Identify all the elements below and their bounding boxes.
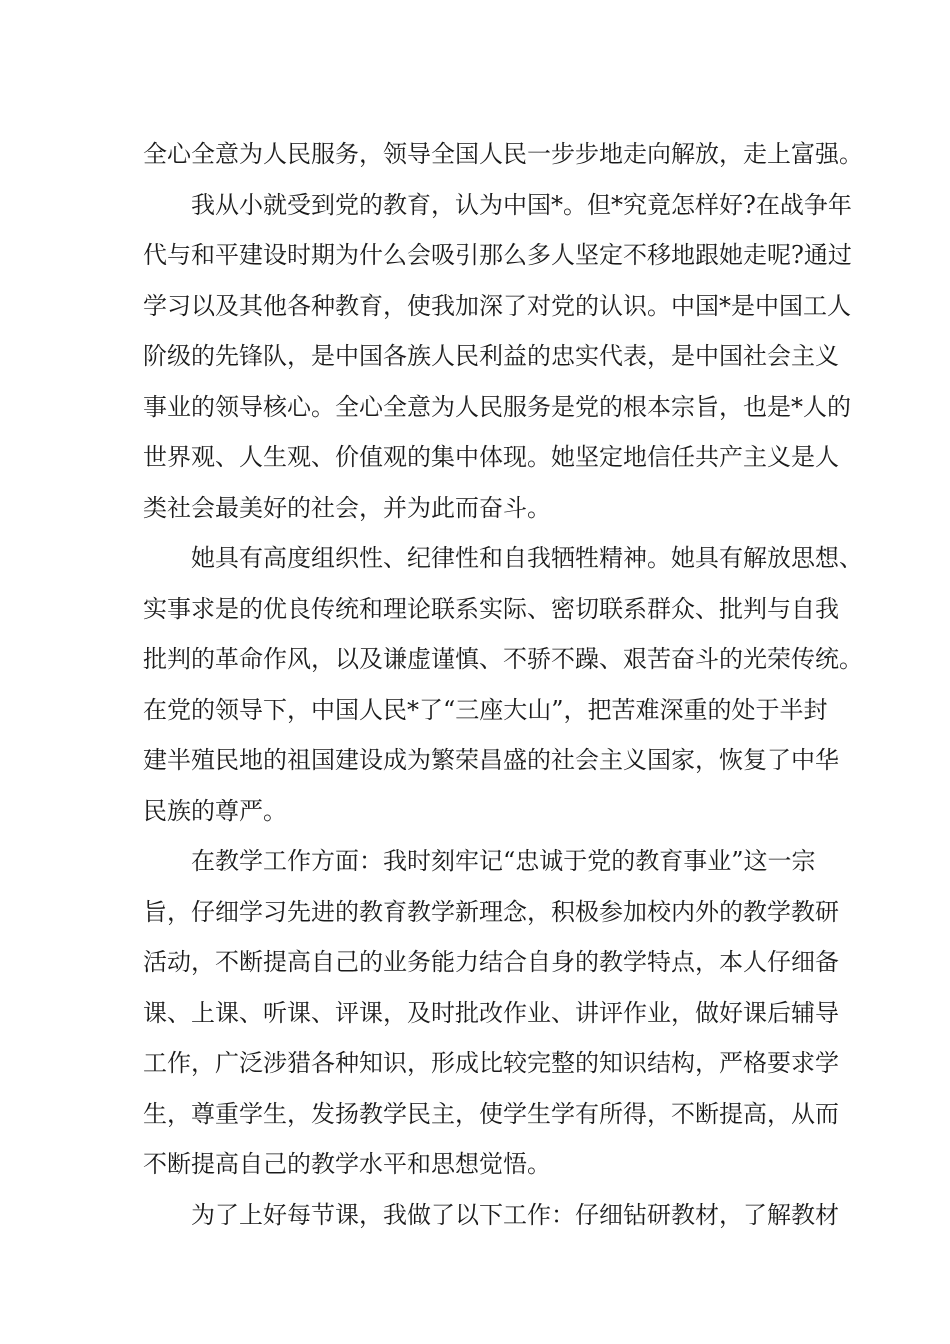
paragraph-last-line: 类社会最美好的社会，并为此而奋斗。 xyxy=(143,493,551,522)
paragraph-first-line: 她具有高度组织性、纪律性和自我牺牲精神。她具有解放思想、 xyxy=(191,544,863,572)
text-line: 建半殖民地的祖国建设成为繁荣昌盛的社会主义国家，恢复了中华 xyxy=(143,746,839,774)
body-text xyxy=(143,129,863,1240)
text-line: 在党的领导下，中国人民*了“三座大山”，把苦难深重的处于半封 xyxy=(143,695,828,724)
text-line: 批判的革命作风，以及谦虚谨慎、不骄不躁、艰苦奋斗的光荣传统。 xyxy=(143,645,863,673)
text-line: 学习以及其他各种教育，使我加深了对党的认识。中国*是中国工人 xyxy=(143,291,851,320)
paragraph-first-line: 在教学工作方面：我时刻牢记“忠诚于党的教育事业”这一宗 xyxy=(191,847,816,875)
paragraph-last-line: 民族的尊严。 xyxy=(143,796,287,825)
text-line: 代与和平建设时期为什么会吸引那么多人坚定不移地跟她走呢?通过 xyxy=(143,241,852,269)
text-line: 实事求是的优良传统和理论联系实际、密切联系群众、批判与自我 xyxy=(143,594,839,623)
text-line: 事业的领导核心。全心全意为人民服务是党的根本宗旨，也是*人的 xyxy=(143,392,851,421)
text-line: 全心全意为人民服务，领导全国人民一步步地走向解放，走上富强。 xyxy=(143,140,863,168)
text-line: 阶级的先锋队，是中国各族人民利益的忠实代表，是中国社会主义 xyxy=(143,342,839,370)
paragraph-last-line: 不断提高自己的教学水平和思想觉悟。 xyxy=(143,1150,551,1178)
text-line: 世界观、人生观、价值观的集中体现。她坚定地信任共产主义是人 xyxy=(143,443,839,471)
paragraph-first-line: 我从小就受到党的教育，认为中国*。但*究竟怎样好?在战争年 xyxy=(191,190,852,219)
text-line: 旨，仔细学习先进的教育教学新理念，积极参加校内外的教学教研 xyxy=(143,897,839,926)
text-line: 课、上课、听课、评课，及时批改作业、讲评作业，做好课后辅导 xyxy=(143,998,839,1027)
text-line: 工作，广泛涉猎各种知识，形成比较完整的知识结构，严格要求学 xyxy=(143,1049,839,1077)
paragraph-first-line: 为了上好每节课，我做了以下工作：仔细钻研教材，了解教材 xyxy=(191,1200,839,1229)
text-line: 生，尊重学生，发扬教学民主，使学生学有所得，不断提高，从而 xyxy=(143,1099,839,1128)
text-line: 活动，不断提高自己的业务能力结合自身的教学特点，本人仔细备 xyxy=(143,948,839,976)
